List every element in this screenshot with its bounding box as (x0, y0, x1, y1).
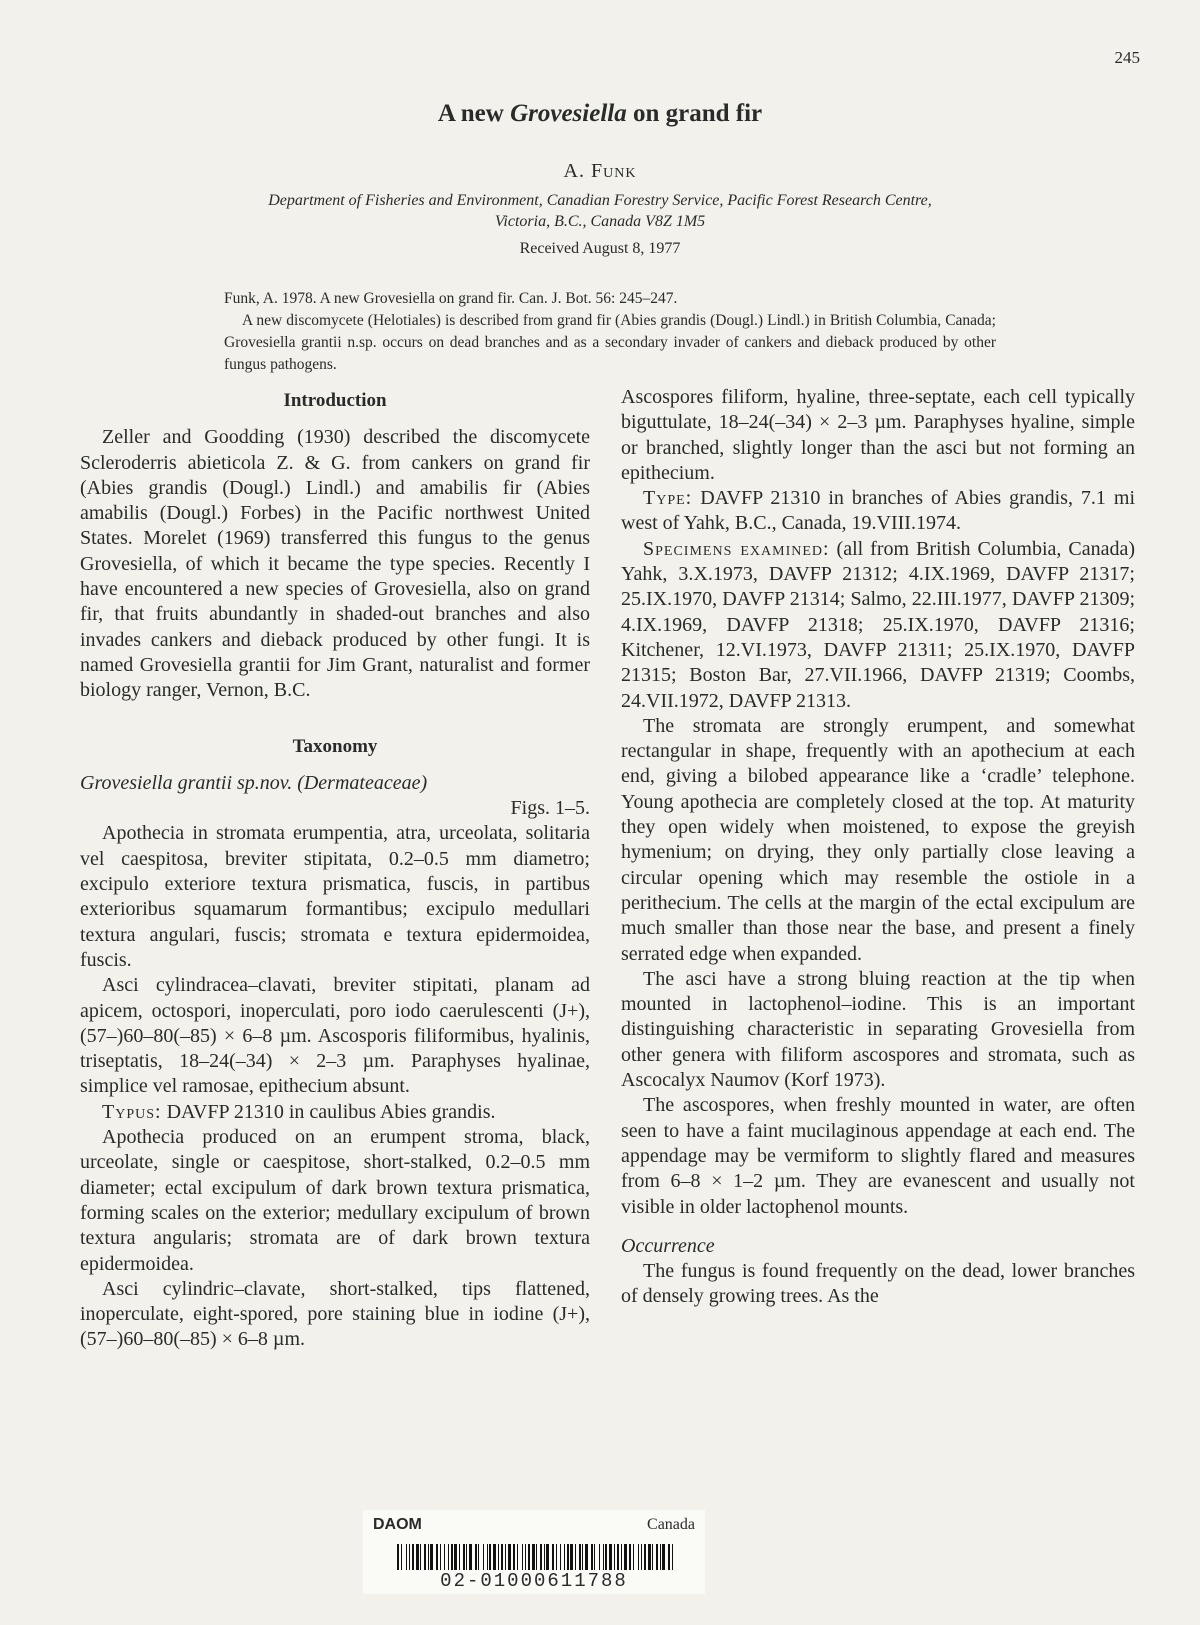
typus-text: DAVFP 21310 in caulibus Abies grandis. (161, 1100, 496, 1123)
stromata-paragraph: The stromata are strongly erumpent, and somewhat rectangular in shape, frequently with an apothecium at each end, giving a bilobed appearance like a ‘cradle’ telephone. Young apothecia are completely closed at the top. At maturity they open widely when moistened, to expose the greyish hymenium; on drying, they only partially close leaving a circular opening which may resemble the ostiole in a perithecium. The cells at the margin of the ectal excipulum are much smaller than those near the base, and present a finely serrated edge when expanded. (621, 714, 1135, 965)
english-description-1: Apothecia produced on an erumpent stroma, black, urceolate, single or caespitose, short-stalked, 0.2–0.5 mm diameter; ectal excipulum of dark brown textura prismatica, forming scales on the exterior; medullary excipulum of brown textura angularis; stromata are of dark brown textura epidermoidea. (80, 1126, 590, 1275)
title-post: on grand fir (626, 100, 763, 127)
barcode-image (397, 1544, 673, 1570)
affiliation-line1: Department of Fisheries and Environment, Canadian Forestry Service, Pacific Forest Research Centre, (268, 192, 932, 209)
ascospores-paragraph: Ascospores filiform, hyaline, three-septate, each cell typically biguttulate, 18–24(–34) × 2–3 µm. Paraphyses hyaline, simple or branched, slightly longer than the asci but not forming an epithecium. (621, 386, 1135, 484)
english-description-2: Asci cylindric–clavate, short-stalked, tips flattened, inoperculate, eight-spored, pore staining blue in iodine (J+), (57–)60–80(–85) × 6–8 µm. (80, 1277, 590, 1351)
fresh-ascospores-paragraph: The ascospores, when freshly mounted in water, are often seen to have a faint mucilaginous appendage at each end. The appendage may be vermiform to slightly flared and measures from 6–8 × 1–2 µm. They are evanescent and usually not visible in older lactophenol mounts. (621, 1094, 1135, 1218)
title-genus: Grovesiella (510, 100, 627, 127)
canada-wordmark: Canada (647, 1516, 695, 1533)
barcode-number: 02-01000611788 (440, 1570, 628, 1592)
occurrence-heading: Occurrence (621, 1234, 715, 1257)
introduction-paragraph: Zeller and Goodding (1930) described the discomycete Scleroderris abieticola Z. & G. from cankers on grand fir (Abies grandis (Dougl.) Lindl.) and amabilis fir (Abies amabilis (Dougl.) Forbes) in the Pacific northwest United States. Morelet (1969) transferred this fungus to the genus Grovesiella, of which it became the type species. Recently I have encountered a new species of Grovesiella, also on grand fir, that fruits abundantly in shaded-out branches and also invades cankers and dieback produced by other fungi. It is named Grovesiella grantii for Jim Grant, naturalist and former biology ranger, Vernon, B.C. (80, 426, 590, 702)
right-column (621, 385, 1135, 1310)
page-number: 245 (1114, 48, 1140, 67)
left-column (80, 388, 590, 1353)
herbarium-code: DAOM (373, 1516, 422, 1533)
type-label: Type: (643, 487, 693, 510)
specimens-label: Specimens examined: (643, 537, 830, 560)
affiliation (150, 190, 1050, 232)
type-text: DAVFP 21310 in branches of Abies grandis, 7.1 mi west of Yahk, B.C., Canada, 19.VIII.1974. (621, 487, 1135, 535)
author: A. Funk (563, 160, 637, 182)
figures-reference: Figs. 1–5. (510, 797, 590, 820)
asci-paragraph: The asci have a strong bluing reaction at the tip when mounted in lactophenol–iodine. This is an important distinguishing characteristic in separating Grovesiella from other genera with filiform ascospores and stromata, such as Ascocalyx Naumov (Korf 1973). (621, 967, 1135, 1092)
latin-description-2: Asci cylindracea–clavati, breviter stipitati, planam ad apicem, octospori, inoperculati, poro iodo caerulescenti (J+), (57–)60–80(–85) × 6–8 µm. Ascosporis filiformibus, hyalinis, triseptatis, 18–24(–34) × 2–3 µm. Paraphyses hyalinae, simplice vel ramosae, epithecium absunt. (80, 974, 590, 1098)
typus-paragraph (80, 1100, 590, 1125)
type-paragraph (621, 486, 1135, 537)
taxonomy-heading: Taxonomy (292, 735, 378, 757)
typus-label: Typus: (102, 1100, 162, 1123)
abstract-text: A new discomycete (Helotiales) is described from grand fir (Abies grandis (Dougl.) Lindl.) in British Columbia, Canada; Grovesiella grantii n.sp. occurs on dead branches and as a secondary invader of cankers and dieback produced by other fungus pathogens. (224, 312, 996, 373)
abstract-citation: Funk, A. 1978. A new Grovesiella on grand fir. Can. J. Bot. 56: 245–247. (224, 290, 678, 307)
occurrence-paragraph: The fungus is found frequently on the dead, lower branches of densely growing trees. As the (621, 1260, 1135, 1308)
species-line: Grovesiella grantii sp.nov. (Dermateaceae) (80, 771, 428, 794)
latin-description-1: Apothecia in stromata erumpentia, atra, urceolata, solitaria vel caespitosa, breviter stipitata, 0.2–0.5 mm diametro; excipulo exteriore textura prismatica, fuscis, in partibus exterioribus squamarum formantibus; excipulo medullari textura angulari, fuscis; stromata e textura epidermoidea, fuscis. (80, 822, 590, 971)
affiliation-line2: Victoria, B.C., Canada V8Z 1M5 (494, 213, 706, 230)
title-pre: A new (437, 100, 511, 127)
abstract (224, 288, 996, 376)
introduction-heading: Introduction (283, 390, 387, 411)
article-title (0, 100, 1200, 128)
specimens-paragraph (621, 537, 1135, 714)
herbarium-barcode-label (363, 1510, 705, 1594)
specimens-text: (all from British Columbia, Canada) Yahk, 3.X.1973, DAVFP 21312; 4.IX.1969, DAVFP 21317; 25.IX.1970, DAVFP 21314; Salmo, 22.III.1977, DAVFP 21309; 4.IX.1969, DAVFP 21318; 25.IX.1970, DAVFP 21316; Kitchener, 12.VI.1973, DAVFP 21311; 25.IX.1970, DAVFP 21315; Boston Bar, 27.VII.1966, DAVFP 21319; Coombs, 24.VII.1972, DAVFP 21313. (621, 537, 1135, 712)
received-date: Received August 8, 1977 (519, 240, 681, 257)
